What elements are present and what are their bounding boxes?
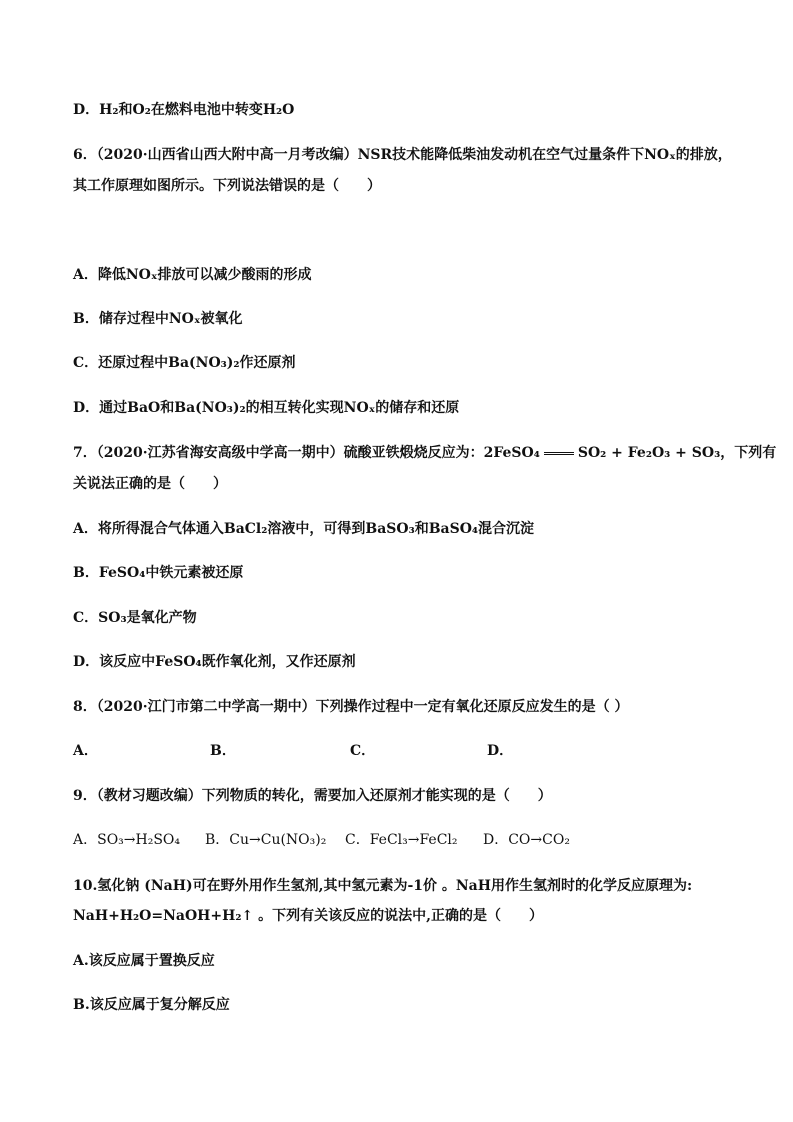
q6-option-c: C．还原过程中Ba(NO₃)₂作还原剂: [73, 355, 296, 371]
q10-stem-line1: 10.氢化钠 (NaH)可在野外用作生氢剂,其中氢元素为-1价 。NaH用作生氢剂时的化学反应原理为:: [73, 878, 693, 894]
q9-stem: 9．（教材习题改编）下列物质的转化，需要加入还原剂才能实现的是（ ）: [73, 788, 552, 804]
q8-options: [73, 741, 513, 761]
reaction-equals-icon: [544, 452, 574, 455]
q6-option-a: A．降低NOₓ排放可以减少酸雨的形成: [73, 267, 312, 283]
q10-stem-line2: NaH+H₂O=NaOH+H₂↑ 。下列有关该反应的说法中,正确的是（ ）: [73, 908, 543, 924]
q10-option-a: A.该反应属于置换反应: [73, 953, 215, 969]
q7-option-c: C．SO₃是氧化产物: [73, 610, 197, 626]
q9-options: [73, 830, 570, 850]
q7-option-a: A．将所得混合气体通入BaCl₂溶液中，可得到BaSO₃和BaSO₄混合沉淀: [73, 521, 535, 537]
q8-option-b: B．: [210, 743, 236, 759]
q9-option-a: A．SO₃→H₂SO₄: [73, 832, 181, 848]
q7-option-d: D．该反应中FeSO₄既作氧化剂，又作还原剂: [73, 654, 356, 670]
q6-option-d: D．通过BaO和Ba(NO₃)₂的相互转化实现NOₓ的储存和还原: [73, 400, 460, 416]
q10-option-b: B.该反应属于复分解反应: [73, 997, 230, 1013]
q9-option-d: D．CO→CO₂: [483, 832, 570, 848]
q7-stem-line2: 关说法正确的是（ ）: [73, 476, 227, 492]
q7-stem-pre: 7．（2020·江苏省海安高级中学高一期中）硫酸亚铁煅烧反应为：2FeSO₄: [73, 445, 540, 461]
q7-stem-post: SO₂ + Fe₂O₃ + SO₃，下列有: [577, 445, 777, 461]
q5-option-d: D．H₂和O₂在燃料电池中转变H₂O: [73, 102, 295, 118]
q6-stem-line1: 6．（2020·山西省山西大附中高一月考改编）NSR技术能降低柴油发动机在空气过量条件下NOₓ的排放，: [73, 147, 732, 163]
q8-option-c: C．: [350, 743, 376, 759]
q7-stem-line1: [73, 443, 776, 463]
q8-option-d: D．: [487, 743, 514, 759]
q8-option-a: A．: [73, 743, 98, 759]
q9-option-c: C．FeCl₃→FeCl₂: [345, 832, 458, 848]
q6-option-b: B．储存过程中NOₓ被氧化: [73, 311, 243, 327]
q9-option-b: B．Cu→Cu(NO₃)₂: [205, 832, 327, 848]
q7-option-b: B．FeSO₄中铁元素被还原: [73, 565, 244, 581]
q6-stem-line2: 其工作原理如图所示。下列说法错误的是（ ）: [73, 178, 381, 194]
q8-stem: 8．（2020·江门市第二中学高一期中）下列操作过程中一定有氧化还原反应发生的是（ ）: [73, 699, 629, 715]
